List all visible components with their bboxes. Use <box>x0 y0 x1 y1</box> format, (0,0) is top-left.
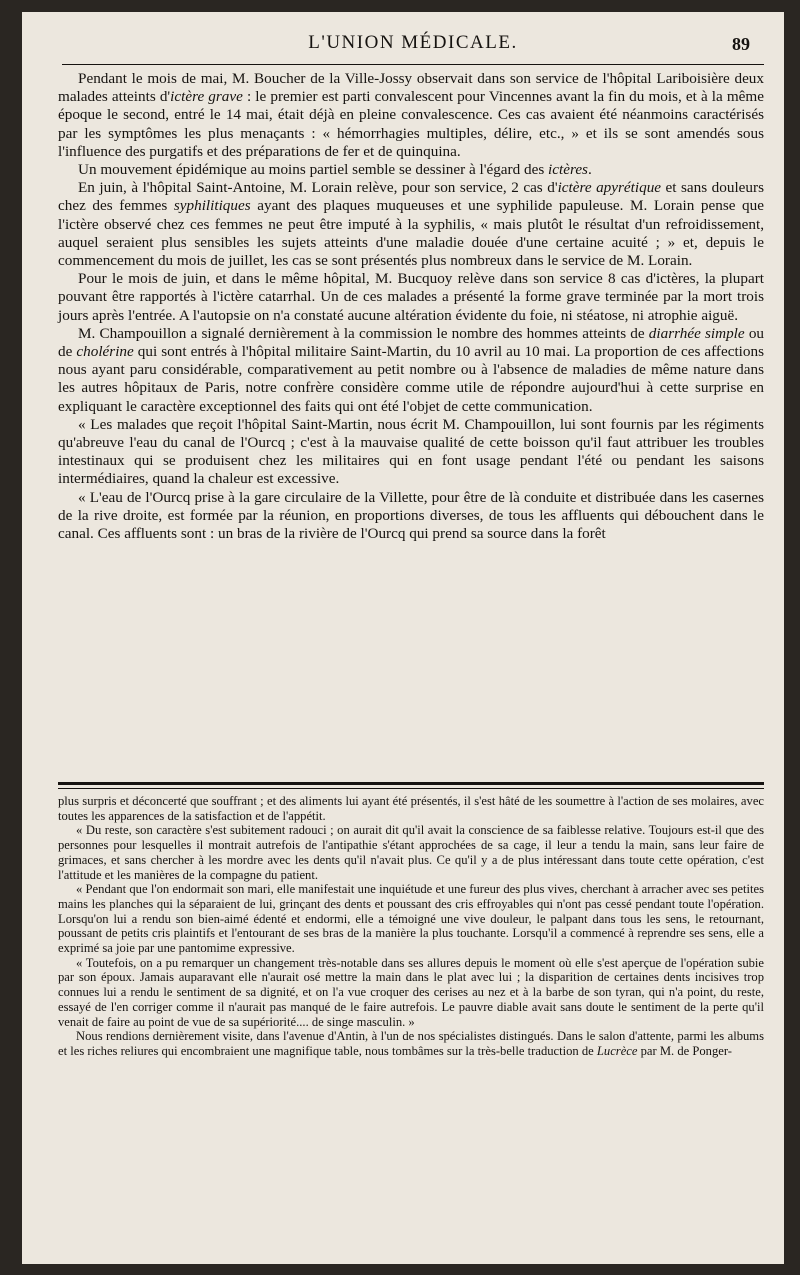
paragraph-bucquoy: Pour le mois de juin, et dans le même hôpital, M. Bucquoy relève dans son service 8 cas d'ictères, la plupart pouvant être rapportés à l'ictère catarrhal. Un de ces malades a présenté la forme grave terminée par la mort trois jours après l'entrée. A l'autopsie on n'a constaté aucune altération évidente du foie, ni stéatose, ni atrophie aiguë. <box>58 270 764 324</box>
page-number: 89 <box>732 34 750 54</box>
paragraph-ourcq: « L'eau de l'Ourcq prise à la gare circulaire de la Villette, pour être de là conduite et distribuée dans les casernes de la rive droite, est formée par la réunion, en proportions diverses, de tous les affluents qui débouchent dans le canal. Ces affluents sont : un bras de la rivière de l'Ourcq qui prend sa source dans la forêt <box>58 488 764 543</box>
paragraph-champouillon: M. Champouillon a signalé dernièrement à la commission le nombre des hommes atteints de diarrhée simple ou de cholérine qui sont entrés à l'hôpital militaire Saint-Martin, du 10 avril au 10 mai. La proportion de ces affections nous ayant paru considérable, comparativement au petit nombre ou à l'absence de maladies de même nature dans les autres hôpitaux de Paris, notre confrère considère comme utile de répondre aujourd'hui à cette surprise en expliquant le caractère exceptionnel des faits qui ont été l'objet de cette communication. <box>58 324 765 415</box>
footnotes <box>58 794 764 1059</box>
journal-page <box>22 12 784 1264</box>
paragraph-boucher: Pendant le mois de mai, M. Boucher de la Ville-Jossy observait dans son service de l'hôpital Lariboisière deux malades atteints d'ictère grave : le premier est parti convalescent pour Vincennes avant la fin du mois, et à la même époque le second, entré le 14 mai, était déjà en pleine convalescence. Ces cas avaient été néanmoins caractérisés par les symptômes les plus menaçants : « hémorrhagies multiples, délire, etc., » et ils se sont amendés sous l'influence des purgatifs et des préparations de fer et de quinquina. <box>58 70 764 160</box>
header-rule <box>62 64 764 65</box>
page-header <box>62 26 764 60</box>
running-title: L'UNION MÉDICALE. <box>308 32 518 53</box>
footnote-paragraph: « Pendant que l'on endormait son mari, elle manifestait une inquiétude et une fureur des plus vives, cherchant à arracher avec ses petites mains les planches qui la séparaient de lui, grinçant des dents et poussant des cris effroyables qui n'ont pas cessé pendant toute l'opération. Lorsqu'on lui a rendu son bien-aimé édenté et endormi, elle a témoigné une vive douleur, le palpant dans tous les sens, le retournant, poussant de petits cris plaintifs et l'entourant de ses bras de la manière la plus touchante. Lorsqu'il a commencé à reprendre ses sens, elle a exprimé sa joie par une pantomime expressive. <box>58 882 764 956</box>
footnote-paragraph: « Du reste, son caractère s'est subitement radouci ; on aurait dit qu'il avait la conscience de sa faiblesse relative. Toujours est-il que des personnes pour lesquelles il montrait autrefois de l'antipathie s'étant approchées de sa cage, il leur a tendu la main, sans leur faire de grimaces, et sans chercher à les mordre avec les dents qu'il n'avait plus. Ce qu'il y a de plus intéressant dans toute cette opération, c'est l'attitude et les manières de la compagne du patient. <box>58 823 764 882</box>
footnote-paragraph: « Toutefois, on a pu remarquer un changement très-notable dans ses allures depuis le moment où elle s'est aperçue de l'opération subie par son époux. Jamais auparavant elle n'aurait osé mettre la main dans le plat avec lui ; la disparition de certaines dents incisives trop connues lui a rendu le sentiment de sa dignité, et on l'a vue croquer des cerises au nez et à la barbe de son tyran, qui n'a point, du reste, essayé de l'en corriger comme il n'aurait pas manqué de le faire autrefois. Le pauvre diable avait sans doute le sentiment de la perte qu'il venait de faire au point de vue de sa supériorité.... de singe masculin. » <box>58 955 764 1029</box>
main-text <box>58 70 764 543</box>
footnote-rule <box>58 782 764 785</box>
paragraph-saint-martin: « Les malades que reçoit l'hôpital Saint-Martin, nous écrit M. Champouillon, lui sont fournis par les régiments qu'abreuve l'eau du canal de l'Ourcq ; c'est à la mauvaise qualité de cette boisson qu'il faut attribuer les troubles intestinaux qui se produisent chez les militaires qui en font usage pendant l'été ou pendant les saisons intermédiaires, quand la chaleur est excessive. <box>58 415 764 488</box>
paragraph-epidemic: Un mouvement épidémique au moins partiel semble se dessiner à l'égard des ictères. <box>78 161 592 179</box>
paragraph-lorain: En juin, à l'hôpital Saint-Antoine, M. Lorain relève, pour son service, 2 cas d'ictère apyrétique et sans douleurs chez des femmes syphilitiques ayant des plaques muqueuses et une syphilide papuleuse. M. Lorain pense que l'ictère observé chez ces femmes ne peut être imputé à la syphilis, « mais plutôt le résultat d'un refroidissement, auquel seraient plus sensibles les sujets atteints d'une maladie douée d'une certaine acuité ; » et, depuis le commencement du mois de juillet, les cas se sont présentés plus nombreux dans le service de M. Lorain. <box>58 179 764 270</box>
footnote-paragraph: plus surpris et déconcerté que souffrant ; et des aliments lui ayant été présentés, il s'est hâté de les soumettre à l'action de ses molaires, avec toutes les apparences de la satisfaction et de l'appétit. <box>58 794 764 823</box>
footnote-rule-thin <box>58 788 764 789</box>
footnote-paragraph: Nous rendions dernièrement visite, dans l'avenue d'Antin, à l'un de nos spécialistes distingués. Dans le salon d'attente, parmi les albums et les riches reliures qui encombraient une magnifique table, nous tombâmes sur la très-belle traduction de Lucrèce par M. de Ponger- <box>58 1029 764 1058</box>
